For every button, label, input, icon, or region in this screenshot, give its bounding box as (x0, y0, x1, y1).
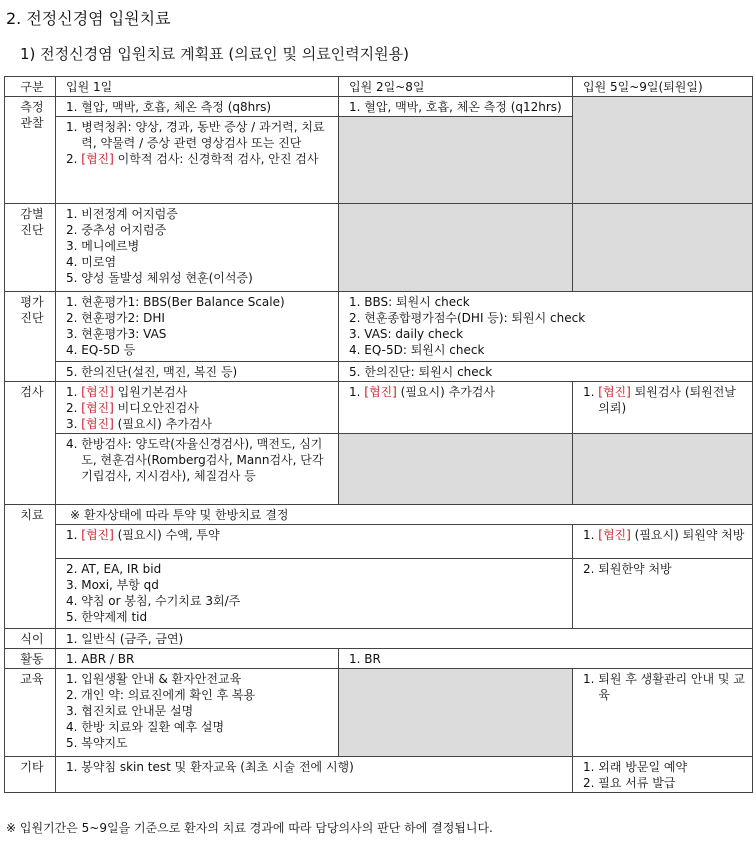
table-row (5, 629, 753, 649)
row-label-test: 검사 (5, 382, 56, 505)
table-row (5, 505, 753, 525)
table-title: 1) 전정신경염 입원치료 계획표 (의료인 및 의료인력지원용) (20, 45, 409, 63)
cell-treat-iv: 1. [협진] (필요시) 수액, 투약 (56, 525, 573, 559)
cell-measure-items: 1. 병력청취: 양상, 경과, 동반 증상 / 과거력, 치료력, 약물력 / 증상 관련 영상검사 또는 진단 2. [협진] 이학적 검사: 신경학적 검사, 안진 검사 (56, 117, 339, 204)
table-row (5, 204, 753, 292)
table-row (5, 382, 753, 434)
cell-treat-d3: 2. 퇴원한약 처방 (573, 559, 753, 629)
table-row (5, 97, 753, 117)
table-header-row (5, 77, 753, 97)
table-row (5, 362, 753, 382)
header-day5-9: 입원 5일~9일(퇴원일) (573, 77, 753, 97)
cell-test-d3: 1. [협진] 퇴원검사 (퇴원전날 의뢰) (573, 382, 753, 434)
cell-edu-d1: 1. 입원생활 안내 & 환자안전교육 2. 개인 약: 의료진에게 확인 후 복용 3. 협진치료 안내문 설명 4. 한방 치료와 질환 예후 설명 5. 복약지도 (56, 669, 339, 757)
care-plan-table (4, 76, 753, 793)
cell-test-d2: 1. [협진] (필요시) 추가검사 (339, 382, 573, 434)
row-label-diff: 감별 진단 (5, 204, 56, 292)
cell-activity-d2: 1. BR (339, 649, 753, 669)
cell-treat-note: ※ 환자상태에 따라 투약 및 한방치료 결정 (56, 505, 753, 525)
table-row (5, 292, 753, 362)
cell-test-km-d2-empty (339, 434, 573, 505)
cell-test-km-d3-empty (573, 434, 753, 505)
cell-eval-km-d2: 5. 한의진단: 퇴원시 check (339, 362, 753, 382)
footnote: ※ 입원기간은 5~9일을 기준으로 환자의 치료 경과에 따라 담당의사의 판단 하에 결정됩니다. (6, 821, 493, 835)
row-label-activity: 활동 (5, 649, 56, 669)
cell-measure-d3-empty (573, 97, 753, 204)
cell-eval-km-d1: 5. 한의진단(설진, 맥진, 복진 등) (56, 362, 339, 382)
header-category: 구분 (5, 77, 56, 97)
cell-edu-d2-empty (339, 669, 573, 757)
row-label-diet: 식이 (5, 629, 56, 649)
row-label-edu: 교육 (5, 669, 56, 757)
cell-diff-d3-empty (573, 204, 753, 292)
table-row (5, 559, 753, 629)
row-label-treat: 치료 (5, 505, 56, 629)
cell-test-km: 4. 한방검사: 양도락(자율신경검사), 맥전도, 심기도, 현훈검사(Romberg검사, Mann검사, 단각기립검사, 지시검사), 체질검사 등 (56, 434, 339, 505)
cell-diet: 1. 일반식 (금주, 금연) (56, 629, 753, 649)
cell-etc-d3: 1. 외래 방문일 예약 2. 필요 서류 발급 (573, 757, 753, 793)
cell-measure-vitals-d1: 1. 혈압, 맥박, 호흡, 체온 측정 (q8hrs) (56, 97, 339, 117)
table-row (5, 649, 753, 669)
header-day2-8: 입원 2일~8일 (339, 77, 573, 97)
row-label-measure: 측정 관찰 (5, 97, 56, 204)
cell-edu-d3: 1. 퇴원 후 생활관리 안내 및 교육 (573, 669, 753, 757)
header-day1: 입원 1일 (56, 77, 339, 97)
cell-measure-vitals-d2: 1. 혈압, 맥박, 호흡, 체온 측정 (q12hrs) (339, 97, 573, 117)
cell-treat-rx: 1. [협진] (필요시) 퇴원약 처방 (573, 525, 753, 559)
row-label-etc: 기타 (5, 757, 56, 793)
cell-measure-d2-empty (339, 117, 573, 204)
table-row (5, 669, 753, 757)
cell-eval-d1: 1. 현훈평가1: BBS(Ber Balance Scale) 2. 현훈평가2: DHI 3. 현훈평가3: VAS 4. EQ-5D 등 (56, 292, 339, 362)
cell-etc-d1: 1. 봉약침 skin test 및 환자교육 (최초 시술 전에 시행) (56, 757, 573, 793)
cell-eval-d2: 1. BBS: 퇴원시 check 2. 현훈종합평가점수(DHI 등): 퇴원시 check 3. VAS: daily check 4. EQ-5D: 퇴원시 check (339, 292, 753, 362)
cell-treat-d1: 2. AT, EA, IR bid 3. Moxi, 부항 qd 4. 약침 or 봉침, 수기치료 3회/주 5. 한약제제 tid (56, 559, 573, 629)
table-row (5, 434, 753, 505)
row-label-eval: 평가 진단 (5, 292, 56, 382)
cell-activity-d1: 1. ABR / BR (56, 649, 339, 669)
section-heading: 2. 전정신경염 입원치료 (6, 9, 171, 28)
cell-diff-d1: 1. 비전정계 어지럼증 2. 중추성 어지럼증 3. 메니에르병 4. 미로염 5. 양성 돌발성 체위성 현훈(이석증) (56, 204, 339, 292)
table-row (5, 525, 753, 559)
cell-test-d1: 1. [협진] 입원기본검사 2. [협진] 비디오안진검사 3. [협진] (필요시) 추가검사 (56, 382, 339, 434)
cell-diff-d2-empty (339, 204, 573, 292)
table-row (5, 757, 753, 793)
